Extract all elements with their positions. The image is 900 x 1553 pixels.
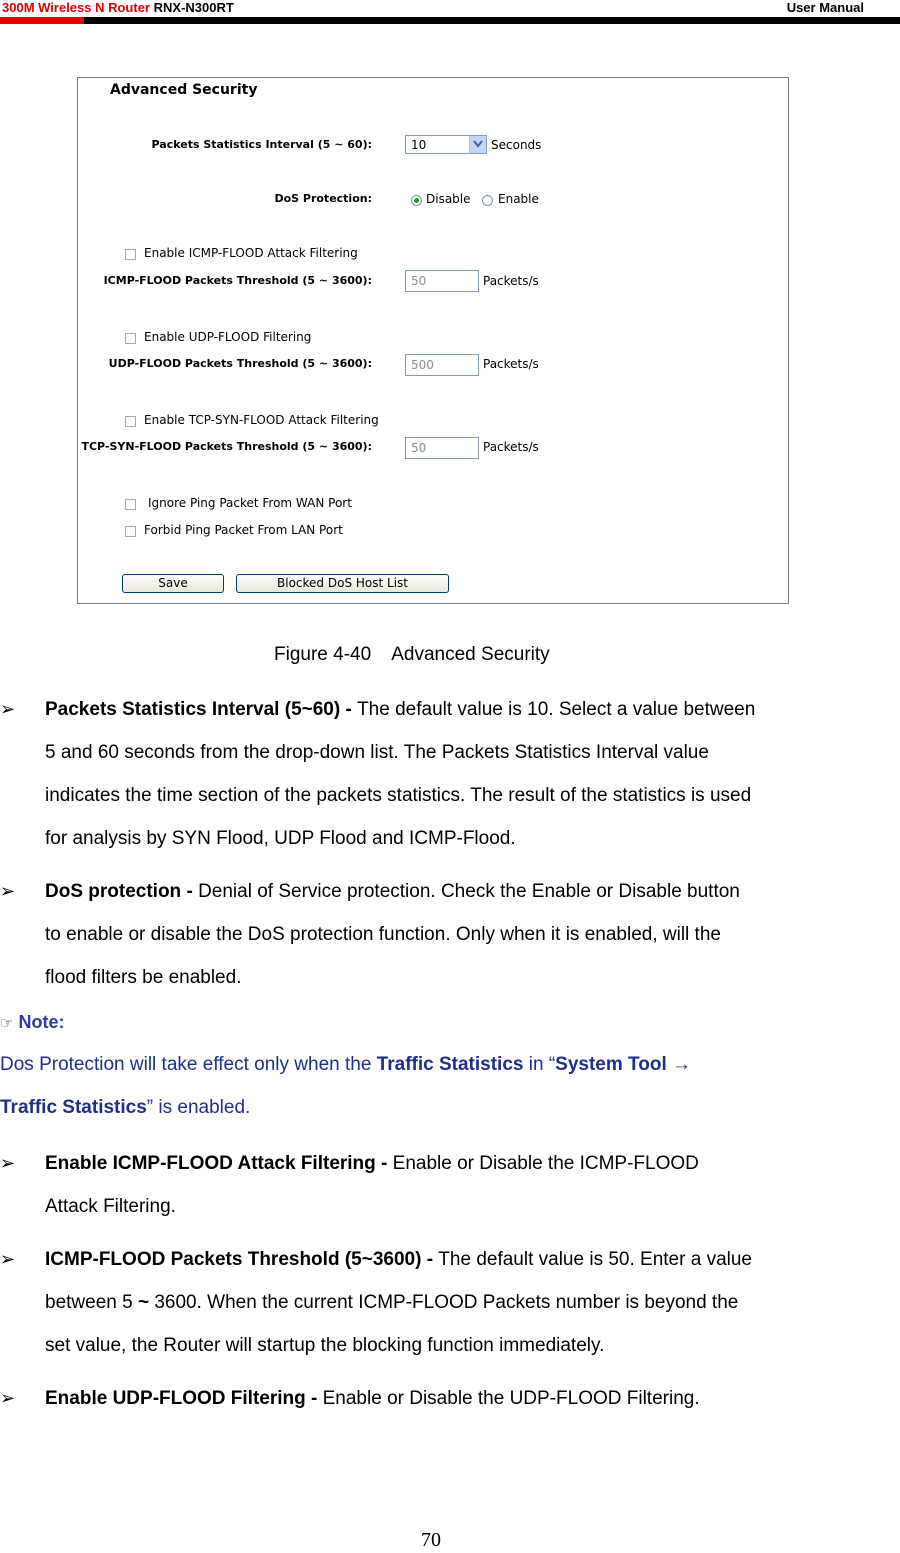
bullet-udp-enable-line-1 [45,1388,700,1410]
bullet-interval-term: Packets Statistics Interval (5~60) - [45,699,358,720]
bullet-udp-enable-text-1: Enable or Disable the UDP-FLOOD Filtering. [322,1388,700,1409]
bullet-icmp-threshold-text-2a: between 5 [45,1292,138,1313]
tcp-syn-flood-checkbox-label: Enable TCP-SYN-FLOOD Attack Filtering [144,413,379,427]
icmp-flood-checkbox-label: Enable ICMP-FLOOD Attack Filtering [144,246,358,260]
bullet-icmp-threshold-term: ICMP-FLOOD Packets Threshold (5~3600) - [45,1249,439,1270]
tcp-syn-threshold-unit: Packets/s [483,440,539,454]
panel-title: Advanced Security [110,82,258,98]
header-rule-accent [0,17,84,24]
page-number: 70 [421,1529,441,1551]
bullet-dos-term: DoS protection - [45,881,199,902]
bullet-interval-text-1: The default value is 10. Select a value between [357,699,756,720]
forbid-ping-label: Forbid Ping Packet From LAN Port [144,523,343,537]
advanced-security-panel [77,77,789,604]
dos-disable-label: Disable [426,192,471,206]
tcp-syn-threshold-input[interactable]: 50 [405,437,479,459]
interval-select-value: 10 [411,138,427,152]
bullet-interval-line-2: 5 and 60 seconds from the drop-down list. The Packets Statistics Interval value [45,742,709,763]
note-text-1d: System Tool → [555,1054,691,1075]
icmp-threshold-label: ICMP-FLOOD Packets Threshold (5 ~ 3600): [103,274,372,287]
header-manual-label: User Manual [786,0,864,15]
note-text-1b: Traffic Statistics [376,1054,524,1075]
udp-flood-checkbox[interactable] [125,333,136,344]
arrow-bullet-icon: ➢ [0,1388,16,1408]
bullet-icmp-threshold-line-2 [45,1292,738,1314]
note-line-1 [0,1054,691,1076]
bullet-icmp-threshold-line-3: set value, the Router will startup the blocking function immediately. [45,1335,605,1356]
icmp-threshold-input[interactable]: 50 [405,270,479,292]
note-text-1c: in “ [523,1054,556,1075]
bullet-interval-line-1 [45,699,755,721]
bullet-icmp-enable-term: Enable ICMP-FLOOD Attack Filtering - [45,1153,393,1174]
note-line-2 [0,1097,250,1119]
interval-select[interactable] [405,135,487,154]
arrow-bullet-icon: ➢ [0,699,16,719]
chevron-down-icon[interactable] [469,136,486,153]
header-product-prefix: 300M Wireless N Router [2,0,150,15]
bullet-udp-enable-term: Enable UDP-FLOOD Filtering - [45,1388,323,1409]
dos-enable-radio[interactable] [482,195,493,206]
interval-unit: Seconds [491,138,542,152]
blocked-dos-host-list-button[interactable]: Blocked DoS Host List [236,574,449,593]
forbid-ping-checkbox[interactable] [125,526,136,537]
udp-flood-checkbox-label: Enable UDP-FLOOD Filtering [144,330,312,344]
figure-caption: Figure 4-40 Advanced Security [274,644,550,665]
icmp-threshold-unit: Packets/s [483,274,539,288]
note-text-1a: Dos Protection will take effect only when the [0,1054,377,1075]
header-rule [0,17,900,24]
bullet-icmp-enable-line-1 [45,1153,699,1175]
tcp-syn-flood-checkbox[interactable] [125,416,136,427]
dos-enable-label: Enable [498,192,539,206]
ignore-ping-label: Ignore Ping Packet From WAN Port [148,496,352,510]
tcp-syn-threshold-label: TCP-SYN-FLOOD Packets Threshold (5 ~ 3600): [81,440,372,453]
arrow-bullet-icon: ➢ [0,1249,16,1269]
arrow-bullet-icon: ➢ [0,1153,16,1173]
note-text-2a: Traffic Statistics [0,1097,147,1118]
note-heading [0,1012,64,1033]
udp-threshold-unit: Packets/s [483,357,539,371]
ignore-ping-checkbox[interactable] [125,499,136,510]
bullet-interval-line-3: indicates the time section of the packets statistics. The result of the statistics is used [45,785,752,806]
dos-disable-radio[interactable] [411,195,422,206]
note-title-text: Note: [18,1012,65,1032]
dos-protection-label: DoS Protection: [274,192,372,205]
bullet-icmp-enable-line-2: Attack Filtering. [45,1196,176,1217]
udp-threshold-input[interactable]: 500 [405,354,479,376]
bullet-icmp-threshold-text-2b: ~ [137,1292,150,1313]
bullet-icmp-enable-text-1: Enable or Disable the ICMP-FLOOD [392,1153,699,1174]
bullet-icmp-threshold-text-2c: 3600. When the current ICMP-FLOOD Packets number is beyond the [149,1292,739,1313]
bullet-dos-line-3: flood filters be enabled. [45,967,242,988]
bullet-dos-text-1: Denial of Service protection. Check the Enable or Disable button [198,881,740,902]
header-model: RNX-N300RT [153,0,234,15]
bullet-dos-line-2: to enable or disable the DoS protection function. Only when it is enabled, will the [45,924,721,945]
pointing-hand-icon: ☞ [0,1015,14,1032]
interval-label: Packets Statistics Interval (5 ~ 60): [151,138,372,151]
save-button[interactable]: Save [122,574,224,593]
header-product [2,0,234,15]
note-text-2b: ” is enabled. [146,1097,251,1118]
bullet-interval-line-4: for analysis by SYN Flood, UDP Flood and ICMP-Flood. [45,828,516,849]
arrow-bullet-icon: ➢ [0,881,16,901]
bullet-icmp-threshold-text-1: The default value is 50. Enter a value [438,1249,752,1270]
udp-threshold-label: UDP-FLOOD Packets Threshold (5 ~ 3600): [108,357,372,370]
bullet-icmp-threshold-line-1 [45,1249,752,1271]
icmp-flood-checkbox[interactable] [125,249,136,260]
bullet-dos-line-1 [45,881,740,903]
